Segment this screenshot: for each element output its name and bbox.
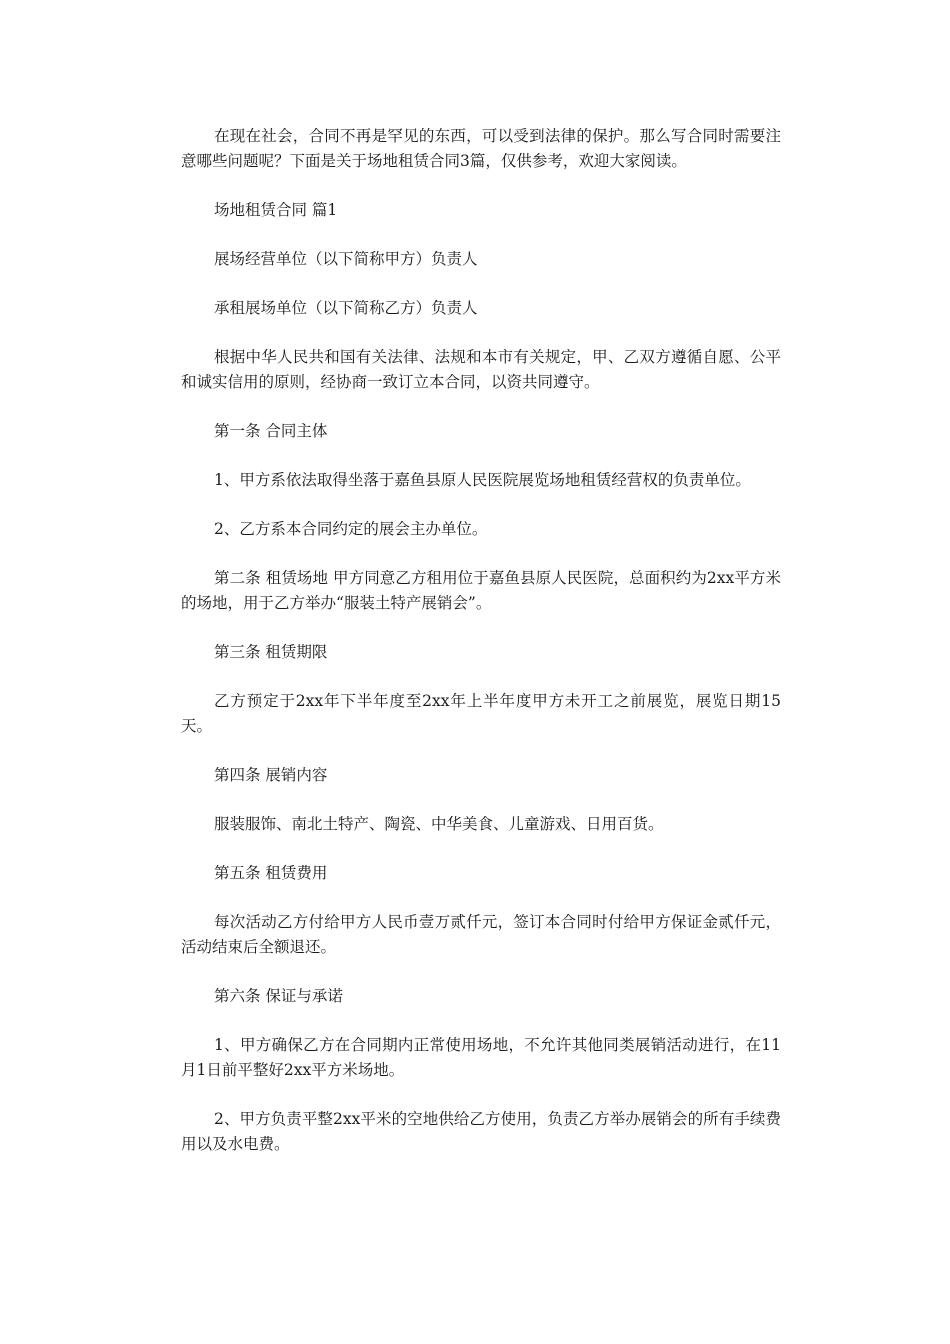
article-5-heading: 第五条 租赁费用 — [214, 864, 328, 882]
article-2-paragraph: 第二条 租赁场地 甲方同意乙方租用位于嘉鱼县原人民医院，总面积约为2xx平方米的场地，用于乙方举办“服装土特产展销会”。 — [181, 569, 781, 612]
intro-paragraph: 在现在社会，合同不再是罕见的东西，可以受到法律的保护。那么写合同时需要注意哪些问题呢？下面是关于场地租赁合同3篇，仅供参考，欢迎大家阅读。 — [181, 127, 781, 170]
party-a-line: 展场经营单位（以下简称甲方）负责人 — [214, 250, 478, 268]
article-1-heading: 第一条 合同主体 — [214, 422, 328, 440]
document-body — [181, 124, 781, 1181]
article-6-clause-1: 1、甲方确保乙方在合同期内正常使用场地，不允许其他同类展销活动进行，在11月1日前平整好2xx平方米场地。 — [181, 1036, 781, 1079]
contract-title: 场地租赁合同 篇1 — [214, 201, 338, 219]
article-3-heading: 第三条 租赁期限 — [214, 643, 328, 661]
article-1-clause-1: 1、甲方系依法取得坐落于嘉鱼县原人民医院展览场地租赁经营权的负责单位。 — [214, 471, 751, 489]
article-1-clause-2: 2、乙方系本合同约定的展会主办单位。 — [214, 520, 488, 538]
article-6-clause-2: 2、甲方负责平整2xx平米的空地供给乙方使用，负责乙方举办展销会的所有手续费用以及水电费。 — [181, 1110, 781, 1153]
article-4-body: 服装服饰、南北土特产、陶瓷、中华美食、儿童游戏、日用百货。 — [214, 815, 664, 833]
article-6-heading: 第六条 保证与承诺 — [214, 987, 343, 1005]
article-5-body: 每次活动乙方付给甲方人民币壹万贰仟元，签订本合同时付给甲方保证金贰仟元，活动结束后全额退还。 — [181, 913, 781, 956]
party-b-line: 承租展场单位（以下简称乙方）负责人 — [214, 299, 478, 317]
article-3-body: 乙方预定于2xx年下半年度至2xx年上半年度甲方未开工之前展览，展览日期15天。 — [181, 692, 781, 735]
preamble-paragraph: 根据中华人民共和国有关法律、法规和本市有关规定，甲、乙双方遵循自愿、公平和诚实信用的原则，经协商一致订立本合同，以资共同遵守。 — [181, 348, 781, 391]
article-4-heading: 第四条 展销内容 — [214, 766, 328, 784]
